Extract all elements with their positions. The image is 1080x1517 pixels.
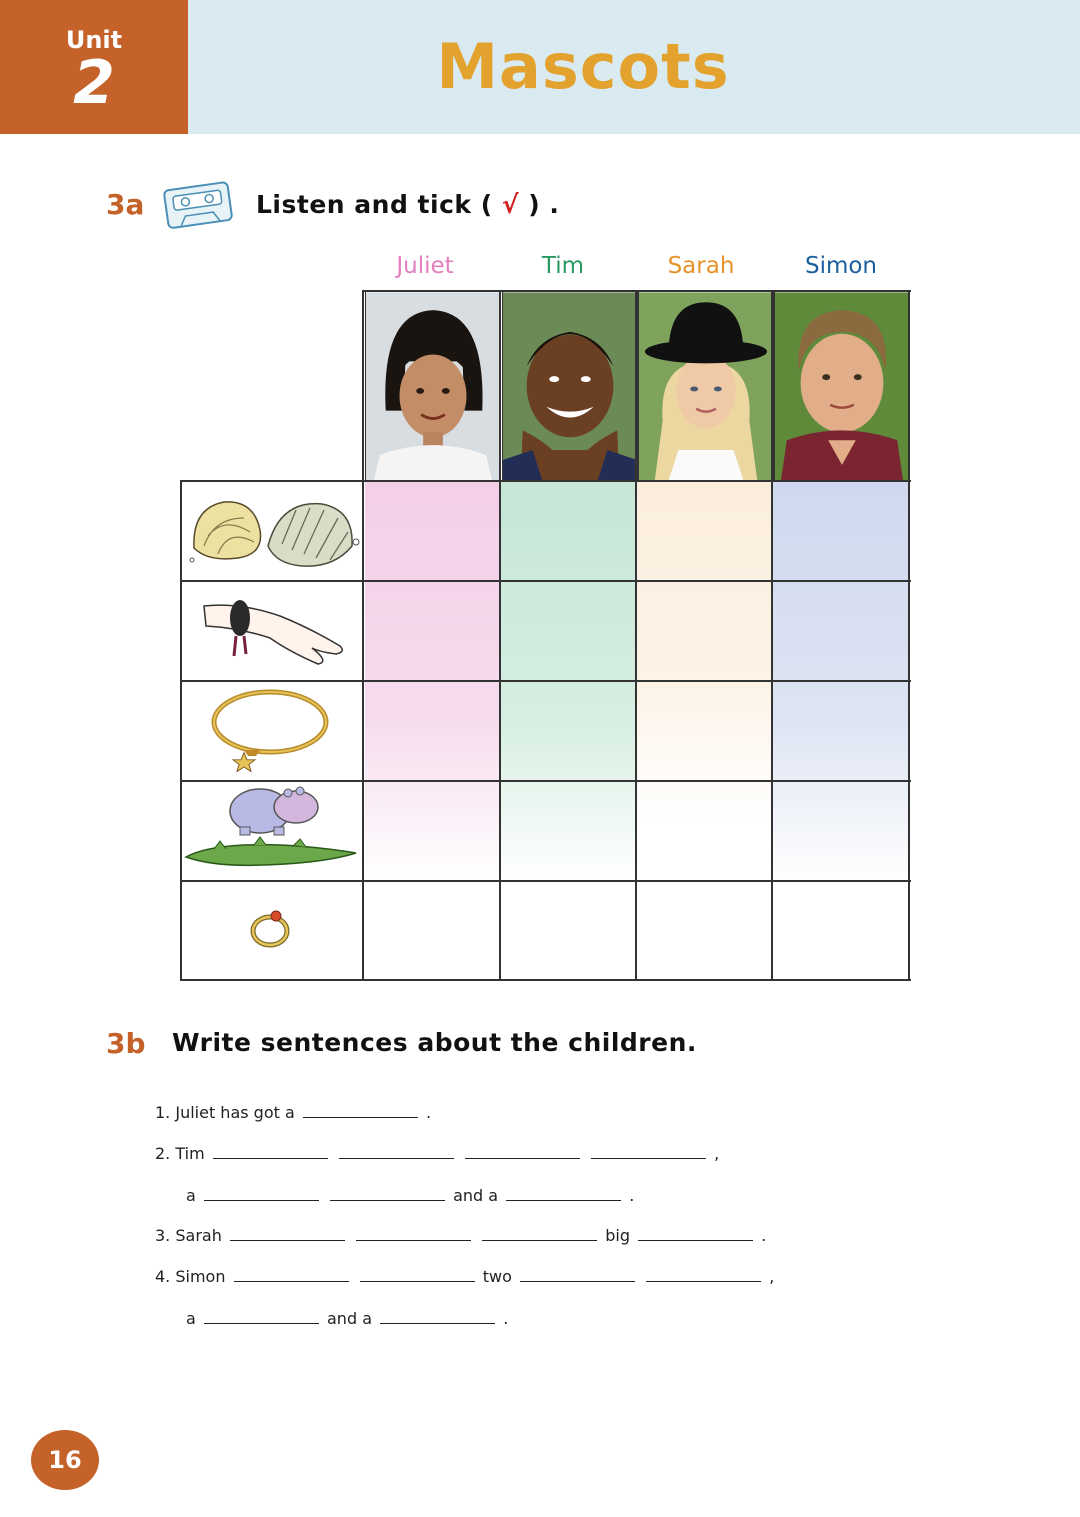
tick-cell[interactable] [637,482,773,581]
sentence-3 [155,1222,766,1245]
sentence-2 [155,1140,719,1163]
tick-mark: √ [501,190,520,219]
tick-cell[interactable] [365,882,501,980]
hippo-and-crocodile-icon [184,783,360,875]
answer-blank[interactable] [356,1222,471,1241]
unit-number: 2 [73,48,115,118]
grid-line [908,290,910,981]
sentence-text: , [769,1267,775,1286]
grid-line [364,290,911,292]
child-name-tim: Tim [541,253,585,279]
answer-blank[interactable] [591,1140,706,1159]
answer-blank[interactable] [234,1263,349,1282]
sentence-text: , [714,1144,720,1163]
tim-photo [502,291,638,482]
shells-icon [184,488,360,576]
instruction-text: Listen and tick ( [256,190,502,219]
grid-line [180,979,911,981]
juliet-photo [365,291,501,482]
grid-line [499,290,501,981]
tick-cell[interactable] [773,482,909,581]
answer-blank[interactable] [638,1222,753,1241]
tick-cell[interactable] [773,582,909,681]
tick-cell[interactable] [501,482,637,581]
tick-cell[interactable] [501,582,637,681]
sarah-photo [638,291,774,482]
tick-cell[interactable] [365,682,501,781]
tick-cell[interactable] [365,582,501,681]
sentence-1 [155,1099,431,1122]
sentence-text: big [605,1226,630,1245]
tick-cell[interactable] [637,782,773,881]
sentence-text: and a [453,1186,499,1205]
sentence-text: . [761,1226,767,1245]
child-name-juliet: Juliet [396,253,454,279]
grid-line [180,680,911,682]
answer-blank[interactable] [230,1222,345,1241]
grid-line [180,780,911,782]
grid-line [180,480,911,482]
sentence-text: . [503,1309,509,1328]
sentence-text: . [425,1103,432,1122]
answer-blank[interactable] [482,1222,597,1241]
answer-blank[interactable] [303,1099,418,1118]
sentence-text: 1. Juliet has got a [155,1103,295,1122]
grid-line [362,290,364,981]
sentence-text: 3. Sarah [155,1226,222,1245]
sentence-text: 4. Simon [155,1267,226,1286]
answer-blank[interactable] [330,1182,445,1201]
page-header [0,0,1080,134]
section-3b-number: 3b [106,1027,146,1060]
ring-icon [248,906,294,950]
grid-line [180,580,911,582]
tick-cell[interactable] [773,882,909,980]
grid-line [771,290,773,981]
sentence-text: a [186,1186,196,1205]
section-3a-instruction [256,190,559,219]
answer-blank[interactable] [360,1263,475,1282]
section-3b-instruction: Write sentences about the children. [172,1028,697,1057]
section-3a-number: 3a [106,188,145,221]
tick-cell[interactable] [501,682,637,781]
child-name-sarah: Sarah [667,253,735,279]
tick-cell[interactable] [637,582,773,681]
sentence-text: two [482,1267,512,1286]
instruction-text-end: ) . [519,190,560,219]
page-title: Mascots [436,30,730,103]
sentence-4-continued [186,1305,508,1328]
answer-blank[interactable] [646,1263,761,1282]
bracelet-icon [200,592,350,672]
tick-cell[interactable] [365,482,501,581]
answer-blank[interactable] [380,1305,495,1324]
tick-cell[interactable] [501,882,637,980]
sentence-text: 2. Tim [155,1144,205,1163]
sentence-text: . [629,1186,635,1205]
answer-blank[interactable] [213,1140,328,1159]
unit-badge [0,0,188,134]
answer-blank[interactable] [339,1140,454,1159]
cassette-icon [162,180,236,230]
grid-line [180,880,911,882]
simon-photo [774,291,910,482]
tick-cell[interactable] [501,782,637,881]
sentence-text: a [186,1309,196,1328]
answer-blank[interactable] [465,1140,580,1159]
tick-cell[interactable] [637,882,773,980]
sentence-text: and a [327,1309,372,1328]
grid-line [635,290,637,981]
sentence-4 [155,1263,774,1286]
necklace-icon [206,686,336,774]
sentence-2-continued [186,1182,634,1205]
tick-cell[interactable] [773,782,909,881]
tick-cell[interactable] [637,682,773,781]
child-name-simon: Simon [804,253,878,279]
answer-blank[interactable] [506,1182,621,1201]
grid-line [180,480,182,981]
unit-label: Unit [65,26,123,54]
answer-blank[interactable] [520,1263,635,1282]
tick-cell[interactable] [773,682,909,781]
page-number: 16 [31,1430,99,1490]
tick-cell[interactable] [365,782,501,881]
answer-blank[interactable] [204,1182,319,1201]
answer-blank[interactable] [204,1305,319,1324]
